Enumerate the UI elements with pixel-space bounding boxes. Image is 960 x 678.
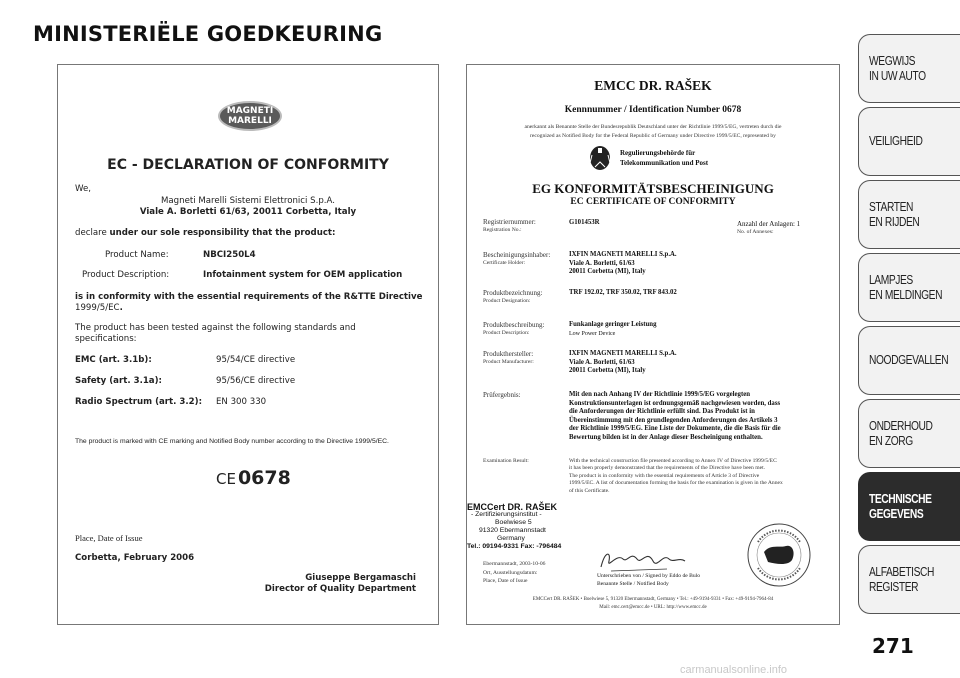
- tested-text-line2: specifications:: [75, 334, 137, 344]
- tab-starten-en-rijden[interactable]: STARTEN EN RIJDEN: [858, 180, 960, 249]
- place-date-label: Place, Date of Issue: [75, 533, 143, 543]
- standard-label: Radio Spectrum (art. 3.2):: [75, 397, 203, 407]
- conformity-statement: is in conformity with the essential requirements of the R&TTE Directive: [75, 292, 423, 302]
- signatory-title: Director of Quality Department: [264, 584, 416, 594]
- standard-value: 95/54/CE directive: [216, 355, 296, 365]
- mfr-label-en: Product Manufacturer:: [483, 359, 534, 365]
- result-label-en: Examination Result:: [483, 458, 529, 464]
- footer-line1: EMCCert DR. RAŠEK • Boelwiese 5, 91320 Ebermannstadt, Germany • Tel.: +49-9194-9331 • Fax: +49-9194-7964-84: [532, 597, 774, 602]
- product-name-value: NBCI250L4: [203, 250, 256, 260]
- declaration-of-conformity: [57, 64, 439, 625]
- place-label-en: Place, Date of Issue: [483, 578, 528, 584]
- certificate-title-de: EG KONFORMITÄTSBESCHEINIGUNG: [532, 181, 774, 196]
- result-text-de: Mit den nach Anhang IV der Richtlinie 1999/5/EG vorgelegten Konstruktionsunterlagen ist ordnungsgemäß nachgewiesen worden, dass die Anforderungen der Richtlinie erfüllt sind. Das Produkt ist in Übereinstimmung mit den grundlegenden Anforderungen des Artikels 3 der Richtlinie 1999/5/EG. Eine Liste der Dokumente, die die Basis für die Bewertung bilden ist in der Anlage dieser Bescheinigung enthalten.: [569, 391, 781, 441]
- mfr-label-de: Produkthersteller:: [483, 350, 534, 358]
- notified-body-number: 0678: [237, 467, 291, 489]
- desc-label-de: Produktbeschreibung:: [483, 321, 545, 329]
- standard-label: EMC (art. 3.1b):: [75, 355, 152, 365]
- notified-body-seal-icon: [746, 522, 812, 588]
- tab-technische-gegevens[interactable]: TECHNISCHE GEGEVENS: [858, 472, 960, 541]
- standard-label: Safety (art. 3.1a):: [75, 376, 162, 386]
- signature-icon: [597, 547, 687, 575]
- identification-number: Kennnummer / Identification Number 0678: [564, 105, 742, 115]
- page-number: 271: [872, 634, 914, 658]
- company-name: Magneti Marelli Sistemi Elettronici S.p.A.: [161, 196, 335, 206]
- watermark-text: carmanualsonline.info: [680, 664, 788, 676]
- product-label-en: Product Designation:: [483, 298, 531, 304]
- issuer-stamp: EMCCert DR. RAŠEK - Zertifizierungsinstitut - Boelwiese 5 91320 Ebermannstadt Germany Tel.: 09194-9331 Fax: -796484: [467, 502, 562, 550]
- tab-lampjes-en-meldingen[interactable]: LAMPJES EN MELDINGEN: [858, 253, 960, 322]
- ce-marking: [216, 467, 291, 489]
- product-name-label: Product Name:: [105, 250, 169, 260]
- mfr-value: IXFIN MAGNETI MARELLI S.p.A. Viale A. Borletti, 61/63 20011 Corbetta (MI), Italy: [569, 350, 677, 375]
- ce-mark-icon: CE: [216, 470, 236, 488]
- tab-noodgevallen[interactable]: NOODGEVALLEN: [858, 326, 960, 395]
- signatory-name: Giuseppe Bergamaschi: [305, 573, 416, 583]
- notified-body-label: Benannte Stelle / Notified Body: [597, 581, 669, 587]
- annex-label-en: No. of Annexes:: [737, 229, 774, 235]
- page-title: MINISTERIËLE GOEDKEURING: [33, 22, 383, 46]
- tab-wegwijs-in-uw-auto[interactable]: WEGWIJS IN UW AUTO: [858, 34, 960, 103]
- reg-label-en: Registration No.:: [483, 227, 522, 233]
- holder-label-de: Bescheinigungsinhaber:: [483, 251, 551, 259]
- we-text: We,: [75, 184, 92, 194]
- standard-value: 95/56/CE directive: [216, 376, 296, 386]
- declaration-title: EC - DECLARATION OF CONFORMITY: [107, 157, 389, 173]
- place-date-value: Corbetta, February 2006: [75, 553, 195, 563]
- desc-value: Funkanlage geringer Leistung Low Power Device: [569, 321, 657, 337]
- tested-text-line1: The product has been tested against the following standards and: [75, 323, 356, 333]
- tab-alfabetisch-register[interactable]: ALFABETISCH REGISTER: [858, 545, 960, 614]
- intro-line2: recognized as Notified Body for the Federal Republic of Germany under Directive 1999/5/EC, represented by: [530, 133, 776, 139]
- signed-by: Unterschrieben von / Signed by Eddo de Bulo: [597, 573, 701, 579]
- holder-label-en: Certificate Holder:: [483, 260, 526, 266]
- place-label-de: Ort, Ausstellungsdatum:: [483, 570, 538, 576]
- result-label-de: Prüfergebnis:: [483, 391, 521, 399]
- certificate-header: EMCC DR. RAŠEK: [594, 78, 712, 93]
- standard-value: EN 300 330: [216, 397, 267, 407]
- conformity-directive: 1999/5/EC.: [75, 303, 123, 313]
- product-label-de: Produktbezeichnung:: [483, 289, 543, 297]
- tab-onderhoud-en-zorg[interactable]: ONDERHOUD EN ZORG: [858, 399, 960, 468]
- product-value: TRF 192.02, TRF 350.02, TRF 843.02: [569, 289, 677, 296]
- magneti-marelli-logo: MAGNETI MARELLI: [218, 101, 282, 131]
- annex-label-de: Anzahl der Anlagen: 1: [737, 220, 801, 228]
- federal-eagle-icon: [589, 145, 611, 171]
- reg-value: G101453R: [569, 219, 600, 226]
- footer-line2: Mail: emc.cert@emcc.de • URL: http://www.emcc.de: [599, 605, 707, 610]
- desc-label-en: Product Description:: [483, 330, 530, 336]
- intro-line1: anerkannt als Benannte Stelle der Bundesrepublik Deutschland unter der Richtlinie 1999/5/EG, vertreten durch die: [524, 124, 782, 130]
- company-address: Viale A. Borletti 61/63, 20011 Corbetta, Italy: [139, 207, 357, 217]
- certificate-title-en: EC CERTIFICATE OF CONFORMITY: [570, 197, 736, 207]
- holder-value: IXFIN MAGNETI MARELLI S.p.A. Viale A. Borletti, 61/63 20011 Corbetta (MI), Italy: [569, 251, 677, 276]
- issue-date: Ebermannstadt, 2003-10-06: [483, 561, 546, 567]
- reg-label-de: Registriernummer:: [483, 218, 536, 226]
- product-desc-value: Infotainment system for OEM application: [203, 270, 403, 280]
- declare-line: declare under our sole responsibility that the product:: [75, 228, 336, 238]
- ec-certificate: [466, 64, 840, 625]
- tab-veiligheid[interactable]: VEILIGHEID: [858, 107, 960, 176]
- authority-line1: Regulierungsbehörde für: [620, 149, 696, 157]
- marking-note: The product is marked with CE marking and Notified Body number according to the Directive 1999/5/EC.: [75, 438, 389, 445]
- authority-line2: Telekommunikation und Post: [620, 159, 709, 167]
- result-text-en: With the technical construction file presented according to Annex IV of Directive 1999/5/EC it has been properly demonstrated that the requirements of the Directive have been met. The product is in conformity with the essential requirements of Article 3 of Directive 1999/5/EC. A list of documentation forming the basis for the examination is given in the Annex of this Certificate.: [569, 458, 783, 494]
- product-desc-label: Product Description:: [82, 270, 170, 280]
